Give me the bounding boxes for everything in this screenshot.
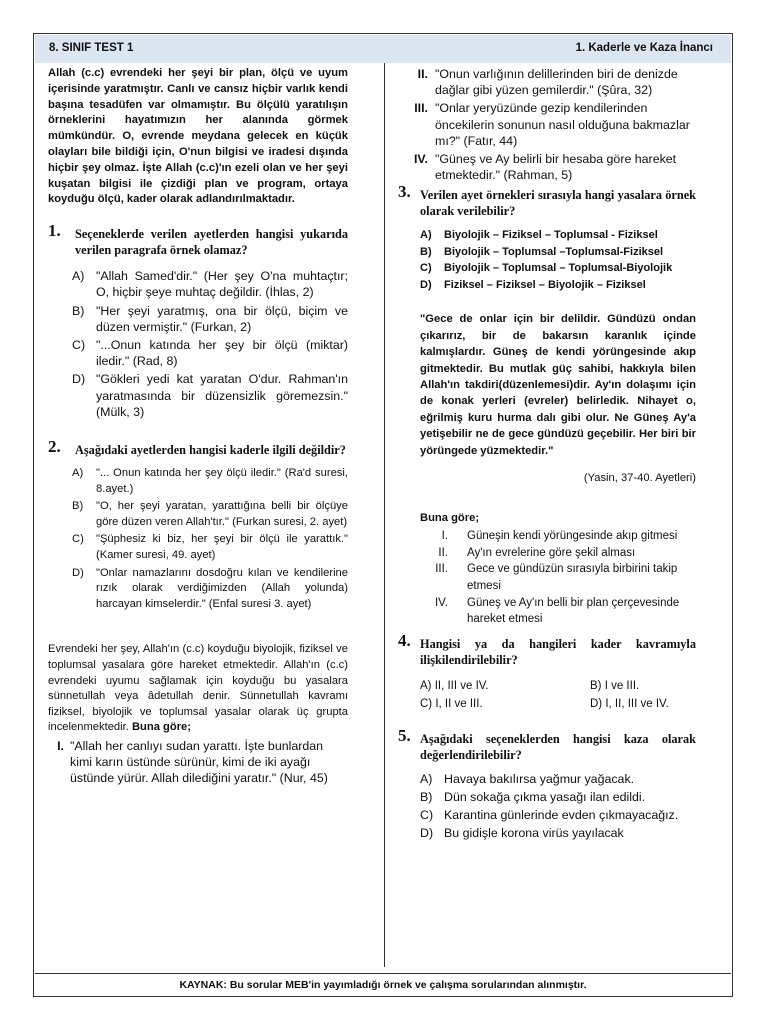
option-c[interactable]: C) I, II ve III. <box>420 698 483 711</box>
right-column <box>398 66 696 842</box>
statement-2: II. Ay'ın evrelerine göre şekil alması <box>438 546 636 559</box>
option-d[interactable]: D) Bu gidişle korona virüs yayılacak <box>420 826 624 841</box>
intro-paragraph: Allah (c.c) evrendeki her şeyi bir plan, ölçü ve uyum içerisinde yaratmıştır. Canlı ve cansız hiçbir varlık kendi başına tesadüfen var olmamıştır. Bu ölçülü yaratılışın örneklerini hayatımızın her alanında görmek mümkündür. O, evrende meydana gelecek en küçük olayları bile bildiği için, O'nun bilgisi ve iradesi dışında hiçbir şey olmaz. İşte Allah (c.c)'ın ezeli olan ve her şeyi kuşatan bilgisi ile çizdiği plan ve program, ortaya koyduğu ölçü, kader olarak adlandırılmaktadır. <box>48 67 348 206</box>
statement-4: IV. Güneş ve Ay'ın belli bir plan çerçevesinde hareket etmesi <box>434 596 680 626</box>
option-a[interactable]: A) Biyolojik – Fiziksel – Toplumsal - Fiziksel <box>420 229 658 242</box>
test-title: 8. SINIF TEST 1 <box>49 42 134 54</box>
option-b[interactable]: B) Biyolojik – Toplumsal –Toplumsal-Fiziksel <box>420 245 664 258</box>
option-a[interactable]: A) Havaya bakılırsa yağmur yağacak. <box>420 771 635 786</box>
option-b[interactable]: B) I ve III. <box>590 679 640 692</box>
question-number: 2. <box>48 437 61 456</box>
option-d[interactable]: D) Fiziksel – Fiziksel – Biyolojik – Fiziksel <box>420 278 646 291</box>
source-footer: KAYNAK: Bu sorular MEB'in yayımladığı örnek ve çalışma sorularından alınmıştır. <box>179 979 587 991</box>
question-text: Aşağıdaki ayetlerden hangisi kaderle ilgili değildir? <box>75 443 346 457</box>
footer-divider <box>35 973 731 974</box>
column-divider <box>384 63 385 967</box>
question-number: 4. <box>398 630 411 650</box>
statement-list <box>410 528 696 628</box>
question-1 <box>48 221 348 258</box>
q2-options <box>72 466 348 612</box>
statement-3: III. Gece ve gündüzün sırasıyla birbirini takip etmesi <box>435 563 678 593</box>
option-d[interactable]: D) I, II, III ve IV. <box>590 698 669 711</box>
question-number: 3. <box>398 182 411 202</box>
unit-title: 1. Kaderle ve Kaza İnancı <box>575 42 713 54</box>
question-3 <box>398 182 696 219</box>
option-d[interactable]: D) "Onlar namazlarını dosdoğru kılan ve kendilerine rızık olarak verdiğimizden (Allah yolunda) harcayan kimselerdir." (Enfal suresi 3. ayet) <box>72 566 348 610</box>
option-d[interactable]: D) "Gökleri yedi kat yaratan O'dur. Rahman'ın yaratmasında bir düzensizlik göremezsin." (Mülk, 3) <box>72 372 348 419</box>
q5-options <box>420 771 680 842</box>
page-header <box>35 35 731 63</box>
option-a[interactable]: A) "... Onun katında her şey ölçü iledir." (Ra'd suresi, 8.ayet.) <box>72 467 348 495</box>
roman-item-2: II. "Onun varlığının delillerinden biri de denizde dağlar gibi yüzen gemilerdir." (Şûra, 32) <box>417 67 678 98</box>
roman-list <box>398 66 696 183</box>
question-number: 1. <box>48 221 61 241</box>
question-2 <box>48 437 348 458</box>
option-a[interactable]: A) "Allah Samed'dir." (Her şey O'na muhtaçtır; O, hiçbir şeye muhtaç değildir. (İhlas, 2) <box>72 269 348 300</box>
passage-sunnetullah: Evrendeki her şey, Allah'ın (c.c) koyduğu biyolojik, fiziksel ve toplumsal yasalara göre hareket etmektedir. Allah'ın (c.c) evrendeki uyumu sağlamak için koyduğu bu yasalara sünnetullah veya âdetullah denir. Sünnetullah kavramı fiziksel, biyolojik ve toplumsal yasalar olarak üç grupta incelenmektedir. Buna göre; <box>48 643 348 734</box>
question-4 <box>398 630 696 668</box>
passage-yasin: "Gece de onlar için bir delildir. Gündüzü ondan çıkarırız, bir de bakarsın karanlık içinde kalmışlardır. Güneş de kendi yörüngesinde akıp gitmektedir. Bu mutlak güç sahibi, hakkıyla bilen Allah'ın takdiri(düzenlemesi)dir. Ay'ın dolaşımı için de konak yerleri (evreler) belirledik. Nihayet o, eğrilmiş kuru hurma dalı gibi olur. Ne Güneş Ay'a yetişebilir ne de gece gündüzü geçebilir. Her biri bir yörüngede yüzmektedir." <box>420 313 696 457</box>
buna-gore-label: Buna göre; <box>420 511 480 524</box>
statement-1: I. Güneşin kendi yörüngesinde akıp gitmesi <box>441 530 678 543</box>
option-c[interactable]: C) "...Onun katında her şey bir ölçü (miktar) iledir." (Rad, 8) <box>72 337 348 369</box>
roman-item-3: III. "Onlar yeryüzünde gezip kendilerinden öncekilerin sonunun nasıl olduğuna bakmazlar mı?" (Fatır, 44) <box>414 101 690 148</box>
q1-options <box>72 268 348 420</box>
q3-options <box>420 227 696 293</box>
option-c[interactable]: C) Karantina günlerinde evden çıkmayacağız. <box>420 808 679 823</box>
question-text: Seçeneklerde verilen ayetlerden hangisi yukarıda verilen paragrafa örnek olamaz? <box>75 227 348 258</box>
question-5 <box>398 725 696 763</box>
question-text: Aşağıdaki seçeneklerden hangisi kaza olarak değerlendirilebilir? <box>420 731 696 762</box>
option-b[interactable]: B) Dün sokağa çıkma yasağı ilan edildi. <box>420 790 646 805</box>
left-column <box>48 66 348 787</box>
roman-item-4: IV. "Güneş ve Ay belirli bir hesaba göre hareket etmektedir." (Rahman, 5) <box>413 152 677 183</box>
option-b[interactable]: B) "O, her şeyi yaratan, yarattığına belli bir ölçüye göre düzen veren Allah'tır." (Furkan suresi, 2. ayet) <box>72 500 348 528</box>
option-b[interactable]: B) "Her şeyi yaratmış, ona bir ölçü, biçim ve düzen vermiştir." (Furkan, 2) <box>72 303 348 334</box>
question-text: Hangisi ya da hangileri kader kavramıyla ilişkilendirilebilir? <box>420 636 696 667</box>
option-c[interactable]: C) "Şüphesiz ki biz, her şeyi bir ölçü ile yarattık." (Kamer suresi, 49. ayet) <box>72 533 348 561</box>
q4-options <box>420 678 690 713</box>
option-c[interactable]: C) Biyolojik – Toplumsal – Toplumsal-Biyolojik <box>420 262 673 275</box>
option-a[interactable]: A) II, III ve IV. <box>420 679 489 692</box>
passage-source: (Yasin, 37-40. Ayetleri) <box>583 472 696 485</box>
question-number: 5. <box>398 725 411 745</box>
question-text: Verilen ayet örnekleri sırasıyla hangi yasalara örnek olarak verilebilir? <box>420 188 696 219</box>
roman-item-1: I. "Allah her canlıyı sudan yarattı. İşte bunlardan kimi karın üstünde sürünür, kimi de iki ayağı üstünde yürür. Allah dilediğini yaratır." (Nur, 45) <box>57 738 328 786</box>
